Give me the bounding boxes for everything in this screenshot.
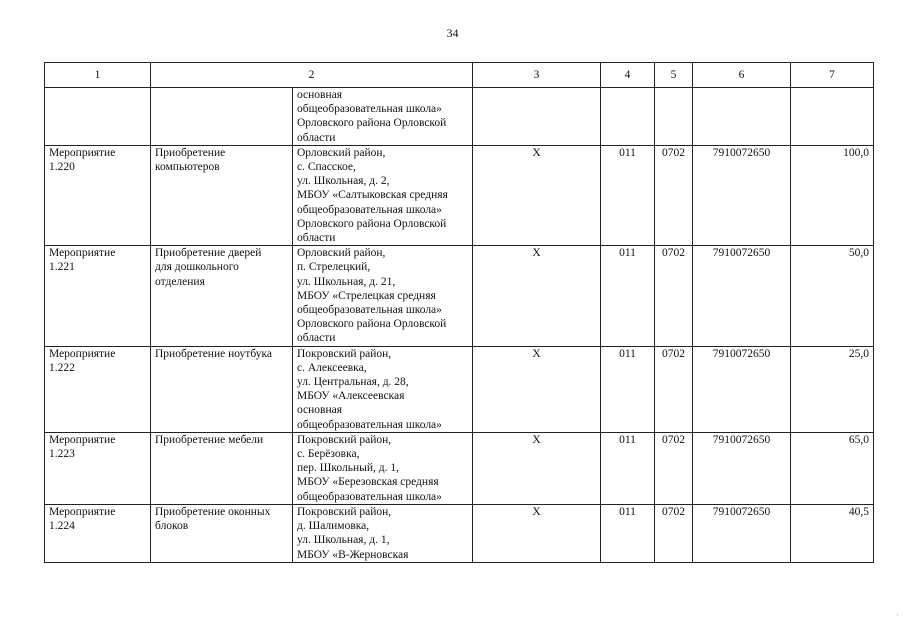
csr-code-cell (693, 88, 791, 146)
address-cell-line: д. Шалимовка, (297, 520, 370, 533)
measure-name-cell (151, 504, 293, 562)
measure-id-cell-line: 1.220 (49, 161, 75, 174)
measure-name-cell-line: Приобретение (155, 146, 226, 159)
address-cell-line: ул. Школьная, д. 21, (297, 275, 396, 288)
measure-name-cell (151, 145, 293, 245)
column-header-7: 7 (791, 63, 874, 88)
address-cell (293, 145, 473, 245)
column-header-2: 2 (151, 63, 473, 88)
address-cell-line: с. Спасское, (297, 161, 356, 174)
measure-name-cell-line: компьютеров (155, 161, 220, 174)
grbs-code-cell: 011 (601, 145, 655, 245)
grbs-code-cell: 011 (601, 346, 655, 432)
csr-code-cell: 7910072650 (693, 246, 791, 346)
budget-table (44, 62, 874, 563)
address-cell (293, 88, 473, 146)
section-code-cell (655, 88, 693, 146)
address-cell-line: области (297, 232, 336, 245)
column-header-5: 5 (655, 63, 693, 88)
address-cell-line: основная (297, 89, 343, 101)
address-cell-line: Орловский район, (297, 247, 386, 260)
address-cell-line: ул. Школьная, д. 1, (297, 534, 390, 547)
measure-id-cell (45, 246, 151, 346)
x-mark-cell: Х (473, 246, 601, 346)
x-mark-cell: Х (473, 504, 601, 562)
section-code-cell: 0702 (655, 504, 693, 562)
table-row (45, 432, 874, 504)
address-cell-line: Орловского района Орловской (297, 217, 447, 230)
address-cell-line: общеобразовательная школа» (297, 103, 442, 116)
measure-name-cell (151, 88, 293, 146)
grbs-code-cell: 011 (601, 246, 655, 346)
measure-id-cell-line: 1.224 (49, 520, 75, 533)
grbs-code-cell: 011 (601, 432, 655, 504)
amount-cell: 40,5 (791, 504, 874, 562)
table-header-row (45, 63, 874, 88)
table-row (45, 504, 874, 562)
csr-code-cell: 7910072650 (693, 346, 791, 432)
address-cell-line: Покровский район, (297, 505, 392, 518)
grbs-code-cell: 011 (601, 504, 655, 562)
address-cell-line: с. Берёзовка, (297, 448, 360, 461)
address-cell-line: с. Алексеевка, (297, 361, 367, 374)
section-code-cell: 0702 (655, 432, 693, 504)
column-header-6: 6 (693, 63, 791, 88)
measure-name-cell-line: Приобретение дверей (155, 247, 262, 260)
x-mark-cell (473, 88, 601, 146)
measure-id-cell-line: 1.223 (49, 448, 75, 461)
measure-name-cell-line: Приобретение мебели (155, 433, 264, 446)
address-cell-line: Орловского района Орловской (297, 318, 447, 331)
measure-id-cell (45, 145, 151, 245)
table-row (45, 145, 874, 245)
table-row (45, 246, 874, 346)
amount-cell: 25,0 (791, 346, 874, 432)
amount-cell (791, 88, 874, 146)
table-row (45, 88, 874, 146)
page-number: 34 (446, 26, 459, 40)
section-code-cell: 0702 (655, 246, 693, 346)
measure-name-cell-line: Приобретение ноутбука (155, 347, 273, 360)
address-cell-line: Орловский район, (297, 146, 386, 159)
measure-name-cell-line: для дошкольного (155, 261, 239, 274)
measure-id-cell (45, 504, 151, 562)
address-cell-line: области (297, 332, 336, 345)
table-row (45, 346, 874, 432)
address-cell-line: области (297, 131, 336, 144)
measure-id-cell (45, 346, 151, 432)
address-cell (293, 346, 473, 432)
measure-id-cell-line: Мероприятие (49, 146, 116, 159)
address-cell-line: Покровский район, (297, 347, 392, 360)
table-body (45, 88, 874, 563)
address-cell (293, 246, 473, 346)
measure-name-cell (151, 246, 293, 346)
address-cell-line: общеобразовательная школа» (297, 203, 442, 216)
address-cell-line: МБОУ «Стрелецкая средняя (297, 289, 436, 302)
address-cell-line: МБОУ «Салтыковская средняя (297, 189, 448, 202)
amount-cell: 100,0 (791, 145, 874, 245)
address-cell (293, 504, 473, 562)
column-header-1: 1 (45, 63, 151, 88)
address-cell-line: ул. Школьная, д. 2, (297, 175, 390, 188)
address-cell-line: Орловского района Орловской (297, 117, 447, 130)
address-cell-line: общеобразовательная школа» (297, 418, 442, 431)
grbs-code-cell (601, 88, 655, 146)
csr-code-cell: 7910072650 (693, 504, 791, 562)
address-cell-line: ул. Центральная, д. 28, (297, 376, 409, 389)
x-mark-cell: Х (473, 432, 601, 504)
address-cell-line: основная (297, 404, 343, 417)
measure-id-cell-line: Мероприятие (49, 247, 116, 260)
address-cell-line: п. Стрелецкий, (297, 261, 371, 274)
scan-artifact: · (896, 611, 899, 620)
measure-name-cell (151, 346, 293, 432)
csr-code-cell: 7910072650 (693, 432, 791, 504)
address-cell-line: Покровский район, (297, 433, 392, 446)
measure-id-cell (45, 432, 151, 504)
address-cell-line: МБОУ «В-Жерновская (297, 548, 409, 561)
measure-id-cell-line: Мероприятие (49, 505, 116, 518)
column-header-4: 4 (601, 63, 655, 88)
x-mark-cell: Х (473, 145, 601, 245)
address-cell-line: пер. Школьный, д. 1, (297, 462, 399, 475)
measure-id-cell-line: Мероприятие (49, 347, 116, 360)
measure-id-cell-line: 1.222 (49, 361, 75, 374)
address-cell-line: общеобразовательная школа» (297, 304, 442, 317)
section-code-cell: 0702 (655, 346, 693, 432)
address-cell (293, 432, 473, 504)
measure-name-cell (151, 432, 293, 504)
csr-code-cell: 7910072650 (693, 145, 791, 245)
address-cell-line: общеобразовательная школа» (297, 490, 442, 503)
address-cell-line: МБОУ «Березовская средняя (297, 476, 439, 489)
measure-id-cell (45, 88, 151, 146)
measure-id-cell-line: Мероприятие (49, 433, 116, 446)
measure-name-cell-line: Приобретение оконных (155, 505, 271, 518)
column-header-3: 3 (473, 63, 601, 88)
amount-cell: 50,0 (791, 246, 874, 346)
section-code-cell: 0702 (655, 145, 693, 245)
address-cell-line: МБОУ «Алексеевская (297, 390, 405, 403)
measure-id-cell-line: 1.221 (49, 261, 75, 274)
amount-cell: 65,0 (791, 432, 874, 504)
x-mark-cell: Х (473, 346, 601, 432)
measure-name-cell-line: блоков (155, 520, 189, 533)
measure-name-cell-line: отделения (155, 275, 205, 288)
